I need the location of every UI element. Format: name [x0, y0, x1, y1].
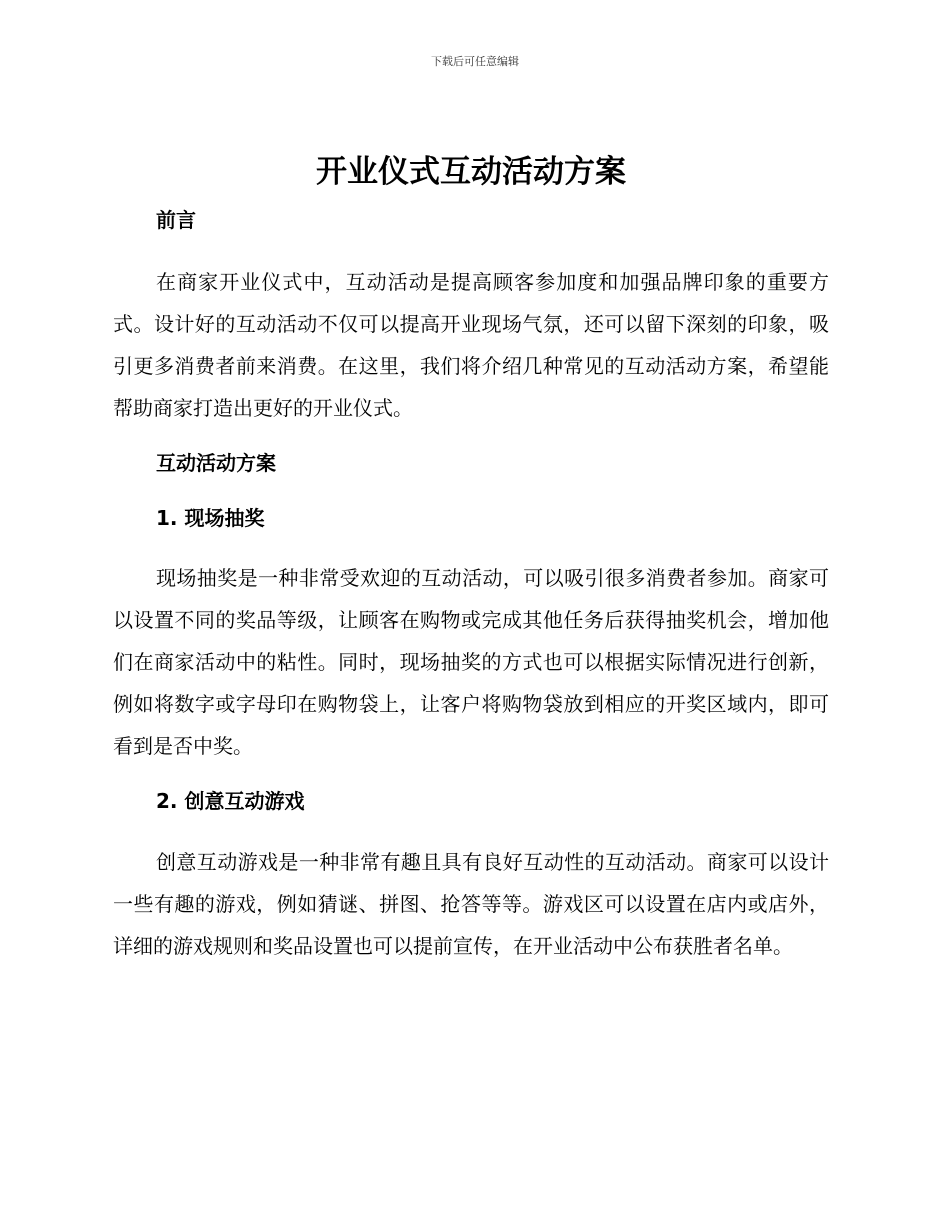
paragraph-lucky-draw: 现场抽奖是一种非常受欢迎的互动活动，可以吸引很多消费者参加。商家可以设置不同的奖品等级，让顾客在购物或完成其他任务后获得抽奖机会，增加他们在商家活动中的粘性。同时，现场抽奖的方式也可以根据实际情况进行创新，例如将数字或字母印在购物袋上，让客户将购物袋放到相应的开奖区域内，即可看到是否中奖。 — [113, 566, 829, 758]
heading-creative-games: 2. 创意互动游戏 — [156, 789, 305, 813]
heading-lucky-draw: 1. 现场抽奖 — [156, 506, 265, 530]
heading-preface: 前言 — [156, 208, 196, 232]
paragraph-creative-games: 创意互动游戏是一种非常有趣且具有良好互动性的互动活动。商家可以设计一些有趣的游戏，例如猜谜、拼图、抢答等等。游戏区可以设置在店内或店外，详细的游戏规则和奖品设置也可以提前宣传，在开业活动中公布获胜者名单。 — [113, 850, 829, 958]
document-title: 开业仪式互动活动方案 — [316, 154, 626, 190]
heading-activity-plan: 互动活动方案 — [156, 451, 276, 475]
header-note: 下载后可任意编辑 — [431, 55, 519, 68]
document-body — [113, 150, 829, 967]
paragraph-preface: 在商家开业仪式中，互动活动是提高顾客参加度和加强品牌印象的重要方式。设计好的互动活动不仅可以提高开业现场气氛，还可以留下深刻的印象，吸引更多消费者前来消费。在这里，我们将介绍几种常见的互动活动方案，希望能帮助商家打造出更好的开业仪式。 — [113, 270, 829, 420]
